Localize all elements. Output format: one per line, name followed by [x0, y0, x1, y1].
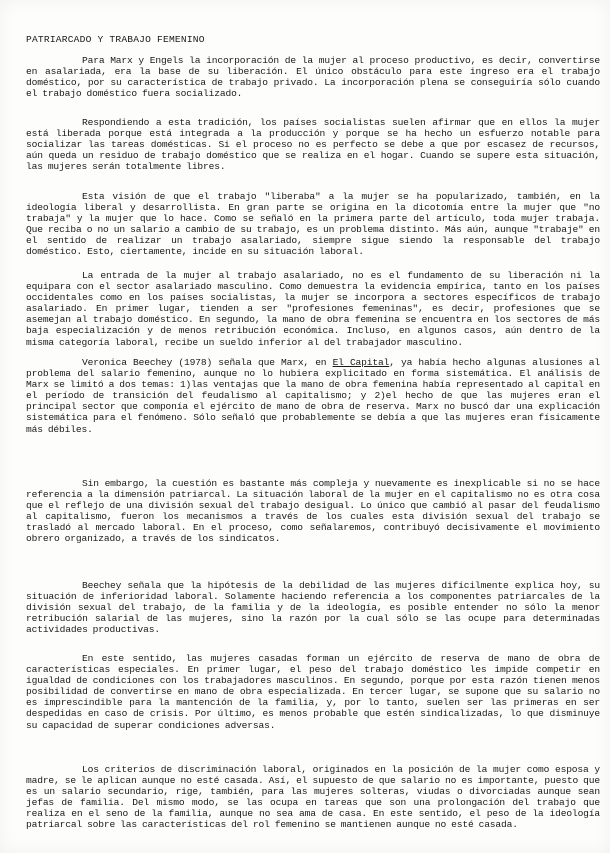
document-title: PATRIARCADO Y TRABAJO FEMENINO [26, 34, 205, 45]
paragraph-liberating-work: Esta visión de que el trabajo "liberaba" a la mujer se ha popularizado, también, en la ideología liberal y desarrollista. En gran parte se origina en la dicotomía entre la mujer que "no trabaja" y la mujer que lo hace. Como se señaló en la primera parte del artículo, toda mujer trabaja. Que reciba o no un salario a cambio de su trabajo, es un problema distinto. Más aún, aunque "trabaje" en el sentido de realizar un trabajo asalariado, siempre sigue siendo la responsable del trabajo doméstico. Esto, ciertamente, incide en su situación laboral. [26, 191, 600, 258]
beechey-text-before: Veronica Beechey (1978) señala que Marx, en [82, 357, 333, 368]
paragraph-marx-engels: Para Marx y Engels la incorporación de la mujer al proceso productivo, es decir, convertirse en asalariada, era la base de su liberación. El único obstáculo para este ingreso era el trabajo doméstico, por su característica de trabajo privado. La incorporación plena se conseguiría sólo cuando el trabajo doméstico fuera socializado. [26, 55, 600, 100]
paragraph-beechey-marx [26, 357, 600, 435]
paragraph-socialist-countries: Respondiendo a esta tradición, los países socialistas suelen afirmar que en ellos la mujer está liberada porque está integrada a la producción y porque se ha hecho un esfuerzo notable para socializar las tareas domésticas. Si el proceso no es perfecto se debe a que por escasez de recursos, aún queda un residuo de trabajo doméstico que se realiza en el hogar. Cuando se supere esta situación, las mujeres serán totalmente libres. [26, 117, 600, 173]
paragraph-wage-labor-entry: La entrada de la mujer al trabajo asalariado, no es el fundamento de su liberación ni la equipara con el sector asalariado masculino. Como demuestra la evidencia empírica, tanto en los países occidentales como en los países socialistas, la mujer se incorpora a sectores específicos de trabajo asalariado. En primer lugar, tienden a ser "profesiones femeninas", es decir, profesiones que se asemejan al trabajo doméstico. En segundo, la mano de obra femenina se encuentra en los sectores de más baja especialización y de menos retribución económica. Incluso, en algunos casos, aún dentro de la misma categoría laboral, recibe un sueldo inferior al del trabajador masculino. [26, 270, 600, 348]
paragraph-discrimination-criteria: Los criterios de discriminación laboral, originados en la posición de la mujer como esposa y madre, se le aplican aunque no esté casada. Así, el supuesto de que salario no es importante, puesto que es un salario secundario, rige, también, para las mujeres solteras, viudas o divorciadas aunque sean jefas de familia. Del mismo modo, se las ocupa en tareas que son una prolongación del trabajo que realiza en el seno de la familia, aunque no sea ama de casa. En este sentido, el peso de la ideología patriarcal sobre las características del rol femenino se mantienen aunque no esté casada. [26, 764, 600, 831]
paragraph-patriarchal-dimension: Sin embargo, la cuestión es bastante más compleja y nuevamente es inexplicable si no se hace referencia a la dimensión patriarcal. La situación laboral de la mujer en el capitalismo no es otra cosa que el reflejo de una división sexual del trabajo desigual. Lo único que cambió al pasar del feudalismo al capitalismo, fueron los mecanismos a través de los cuales esta división sexual del trabajo se trasladó al mercado laboral. En el proceso, como señalaremos, contribuyó decisivamente el movimiento obrero organizado, a través de los sindicatos. [26, 478, 600, 545]
beechey-text-after: , ya había hecho algunas alusiones al problema del salario femenino, aunque no lo hubiera explicitado en forma sistemática. El análisis de Marx se limitó a dos temas: 1)las ventajas que la mano de obra femenina había representado al capital en el período de transición del feudalismo al capitalismo; y 2)el hecho de que las mujeres eran el principal sector que componía el ejército de mano de obra de reserva. Marx no buscó dar una explicación sistemática para el fenómeno. Sólo señaló que probablemente se debía a que las mujeres eran físicamente más débiles. [26, 357, 600, 435]
paragraph-married-women-reserve: En este sentido, las mujeres casadas forman un ejército de reserva de mano de obra de características especiales. En primer lugar, el peso del trabajo doméstico les impide competir en igualdad de condiciones con los trabajadores masculinos. En segundo, porque por esta razón tienen menos posibilidad de convertirse en mano de obra especializada. En tercer lugar, se supone que su salario no es imprescindible para la mantención de la familia, y, por lo tanto, suelen ser las primeras en ser despedidas en caso de crisis. Por último, es menos probable que estén sindicalizadas, lo que disminuye su capacidad de superar condiciones adversas. [26, 653, 600, 731]
book-title-el-capital: El Capital [332, 357, 390, 368]
paragraph-beechey-weakness: Beechey señala que la hipótesis de la debilidad de las mujeres difícilmente explica hoy, su situación de inferioridad laboral. Solamente haciendo referencia a los componentes patriarcales de la división sexual del trabajo, de la familia y de la ideología, es posible entender no sólo la menor retribución salarial de las mujeres, sino la razón por la cual sólo se las ocupe para determinadas actividades productivas. [26, 580, 600, 636]
